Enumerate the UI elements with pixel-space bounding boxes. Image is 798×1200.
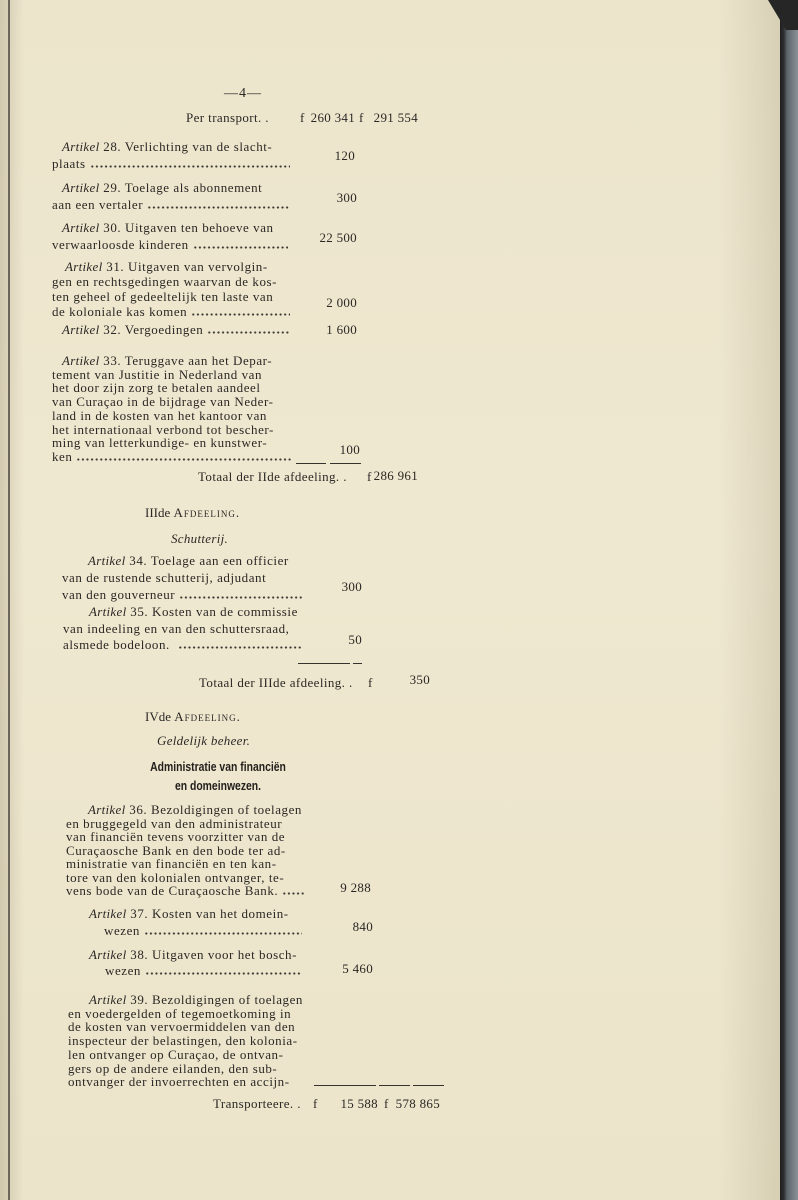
dot-leader — [282, 892, 306, 895]
section-subtitle: Schutterij. — [171, 531, 229, 546]
article-line: len ontvanger op Curaçao, de ontvan- — [68, 1046, 284, 1062]
article-number: 35. — [130, 604, 149, 619]
article-line: ministratie van financiën en ten kan- — [66, 856, 277, 871]
article-line — [52, 237, 288, 254]
article-line: tement van Justitie in Nederland van — [52, 366, 263, 382]
article-line: ming van letterkundige- en kunstwer- — [52, 435, 268, 451]
sum-rule — [413, 1085, 444, 1086]
article-text: verwaarloosde kinderen — [52, 236, 189, 252]
article-line: en bruggegeld van den administrateur — [66, 815, 283, 831]
total-afdeeling-3-label: Totaal der IIIde afdeeling. . — [199, 675, 353, 690]
article-text: Bezoldigingen of toelagen — [152, 992, 303, 1007]
article-number: 34. — [129, 553, 148, 568]
article-line — [52, 179, 290, 196]
article-text: Teruggave aan het Depar- — [124, 353, 273, 368]
article-line: gen en rechtsgedingen waarvan de kos- — [52, 274, 278, 289]
article-line — [52, 220, 288, 237]
dot-leader — [191, 313, 290, 316]
total-afdeeling-2-currency: f — [367, 469, 372, 484]
article-line — [52, 259, 290, 274]
article-amount: 2 000 — [326, 295, 357, 310]
per-transport-currency: f — [300, 110, 305, 125]
article-line — [62, 586, 302, 603]
article-heading-text — [62, 322, 203, 337]
article-line: ten geheel of gedeeltelijk ten laste van — [52, 289, 274, 304]
article-label: Artikel — [62, 353, 100, 368]
article-33 — [52, 354, 292, 464]
per-transport-label: Per transport. . — [186, 110, 269, 125]
article-line: en voedergelden of tegemoetkoming in — [68, 1005, 292, 1021]
article-label: Artikel — [88, 553, 126, 568]
article-amount: 120 — [334, 148, 355, 163]
article-text: plaats — [52, 156, 86, 171]
article-number: 33. — [103, 353, 122, 368]
article-amount: 1 600 — [326, 322, 357, 337]
sum-rule — [296, 463, 326, 464]
article-text: Verlichting van de slacht- — [124, 139, 273, 154]
article-line — [66, 803, 306, 817]
article-line: gers op de andere eilanden, den sub- — [68, 1060, 278, 1076]
article-32 — [52, 322, 290, 337]
section-subtitle: Geldelijk beheer. — [157, 733, 251, 748]
article-39 — [68, 993, 303, 1089]
article-line — [63, 604, 302, 621]
section-title: Afdeeling. — [174, 709, 241, 724]
article-amount: 22 500 — [319, 230, 357, 245]
article-number: 30. — [103, 220, 122, 235]
article-label: Artikel — [62, 322, 100, 337]
dot-leader — [144, 932, 302, 935]
sum-rule — [330, 463, 361, 464]
section-heading-3 — [145, 505, 240, 521]
article-text: de koloniale kas komen — [52, 304, 188, 319]
article-text: Kosten van de commissie — [152, 604, 298, 619]
article-line — [66, 905, 302, 922]
dot-leader — [145, 972, 302, 975]
article-text: ken — [52, 448, 73, 464]
article-line — [68, 993, 303, 1007]
total-afdeeling-2-label: Totaal der IIde afdeeling. . — [198, 469, 347, 484]
article-line: Curaçaosche Bank en den bode ter ad- — [66, 842, 286, 858]
article-line — [52, 155, 290, 172]
article-37 — [66, 905, 302, 939]
article-text: Uitgaven ten behoeve van — [125, 220, 274, 235]
article-label: Artikel — [89, 992, 127, 1007]
article-text: Uitgaven van vervolgin- — [128, 259, 268, 274]
article-line — [66, 963, 302, 979]
article-number: 28. — [103, 139, 122, 154]
dot-leader — [207, 331, 290, 334]
article-line — [52, 196, 290, 213]
article-number: 31. — [106, 259, 125, 274]
section-heading-4 — [145, 709, 241, 725]
article-34 — [62, 552, 302, 603]
article-text: Vergoedingen — [124, 322, 204, 337]
article-text: aan een vertaler — [52, 197, 144, 212]
article-line — [66, 884, 306, 898]
article-amount: 300 — [336, 190, 357, 205]
dot-leader — [178, 646, 302, 649]
total-afdeeling-2-amount: 286 961 — [373, 468, 418, 483]
per-transport-total-currency: f — [359, 110, 364, 125]
transport-amount: 15 588 — [340, 1096, 378, 1111]
article-text: Toelage als abonnement — [124, 180, 263, 195]
subsection-heading-line: Administratie van financiën — [150, 759, 286, 774]
article-line: land in de kosten van het kantoor van — [52, 407, 267, 423]
article-amount: 300 — [341, 579, 362, 594]
dot-leader — [147, 206, 290, 209]
article-line — [52, 304, 290, 319]
sum-rule — [298, 663, 350, 664]
article-31 — [52, 259, 290, 319]
article-29 — [52, 179, 290, 213]
transport-total-currency: f — [384, 1096, 389, 1111]
page-edge-left — [8, 0, 10, 1200]
article-38 — [66, 947, 302, 979]
article-number: 36. — [129, 802, 148, 817]
article-line: het door zijn zorg te betalen aandeel — [52, 380, 261, 396]
article-line: het internationaal verbond tot bescher- — [52, 421, 274, 437]
article-line — [52, 450, 292, 464]
section-title: Afdeeling. — [173, 505, 241, 520]
article-28 — [52, 138, 290, 172]
article-label: Artikel — [88, 802, 126, 817]
article-label: Artikel — [62, 139, 100, 154]
article-number: 32. — [103, 322, 122, 337]
dot-leader — [179, 596, 302, 599]
article-label: Artikel — [89, 604, 127, 619]
article-number: 38. — [130, 947, 149, 962]
page-number: —4— — [224, 86, 262, 101]
total-afdeeling-3-currency: f — [368, 675, 373, 690]
article-text: wezen — [104, 923, 140, 938]
article-line — [52, 322, 290, 337]
article-line — [62, 552, 302, 569]
dot-leader — [90, 165, 290, 168]
article-line: ontvanger der invoerrechten en accijn- — [68, 1074, 290, 1090]
sum-rule — [353, 663, 362, 664]
subsection-heading-line: en domeinwezen. — [174, 778, 262, 793]
transport-total: 578 865 — [395, 1096, 440, 1111]
article-line — [52, 354, 292, 368]
article-label: Artikel — [89, 947, 127, 962]
section-ordinal: IIIde — [145, 505, 171, 520]
article-line — [66, 947, 302, 963]
sum-rule — [314, 1085, 376, 1086]
article-text: van den gouverneur — [62, 587, 176, 602]
article-label: Artikel — [62, 220, 100, 235]
article-number: 37. — [130, 906, 149, 921]
article-amount: 5 460 — [342, 961, 373, 976]
sum-rule — [379, 1085, 410, 1086]
article-line: van indeeling en van den schuttersraad, — [63, 620, 290, 636]
transport-currency: f — [313, 1096, 318, 1111]
article-text: alsmede bodeloon. — [63, 637, 170, 652]
dot-leader — [76, 458, 292, 461]
article-line — [52, 138, 290, 155]
article-amount: 9 288 — [340, 880, 371, 895]
article-text: Uitgaven voor het bosch- — [152, 947, 297, 962]
article-number: 39. — [130, 992, 149, 1007]
article-text: Toelage aan een officier — [150, 553, 289, 568]
article-label: Artikel — [89, 906, 127, 921]
article-text: vens bode van de Curaçaosche Bank. — [66, 883, 279, 898]
per-transport-amount: 260 341 — [310, 110, 355, 125]
article-label: Artikel — [65, 259, 103, 274]
article-30 — [52, 220, 288, 253]
transport-label: Transporteere. . — [213, 1096, 301, 1111]
article-line: van de rustende schutterij, adjudant — [62, 570, 267, 585]
total-afdeeling-3-amount: 350 — [409, 672, 430, 687]
per-transport-total: 291 554 — [373, 110, 418, 125]
article-line — [66, 922, 302, 939]
dot-leader — [193, 246, 288, 249]
article-36 — [66, 803, 306, 898]
article-number: 29. — [103, 180, 122, 195]
article-line: van financiën tevens voorzitter van de — [66, 829, 286, 844]
article-amount: 100 — [339, 442, 360, 457]
article-line — [63, 637, 302, 654]
article-text: wezen — [105, 963, 141, 978]
article-text: Kosten van het domein- — [152, 906, 289, 921]
article-35 — [63, 604, 302, 654]
article-line: de kosten van vervoermiddelen van den — [68, 1019, 296, 1035]
article-line: tore van den kolonialen ontvanger, te- — [66, 869, 285, 885]
section-ordinal: IVde — [145, 709, 171, 724]
article-label: Artikel — [62, 180, 100, 195]
article-line: inspecteur der belastingen, den kolonia- — [68, 1033, 298, 1049]
article-amount: 50 — [348, 632, 362, 647]
article-line: van Curaçao in de bijdrage van Neder- — [52, 394, 274, 410]
book-binding-edge — [780, 0, 798, 1200]
article-text: Bezoldigingen of toelagen — [151, 802, 302, 817]
article-amount: 840 — [352, 919, 373, 934]
